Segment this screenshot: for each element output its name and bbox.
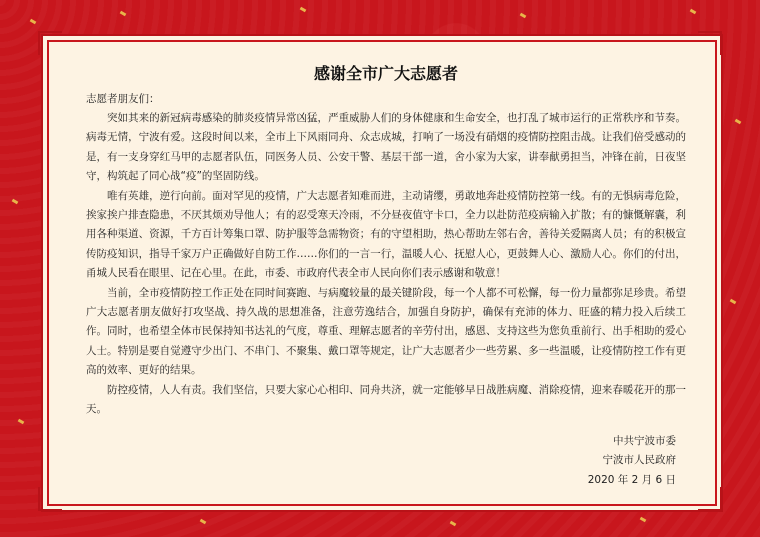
signature-org-government: 宁波市人民政府 (602, 454, 676, 467)
letter-title: 感谢全市广大志愿者 (313, 64, 458, 83)
letter-signature (588, 432, 676, 490)
frame-corner-ornament (38, 31, 62, 55)
letter-body (86, 62, 686, 420)
frame-corner-ornament (698, 31, 722, 55)
letter-paragraph: 防控疫情，人人有责。我们坚信，只要大家心心相印、同舟共济，就一定能够早日战胜病魔、消除疫情，迎来春暖花开的那一天。 (86, 383, 686, 416)
frame-corner-ornament (698, 487, 722, 511)
letter-greeting: 志愿者朋友们： (86, 93, 160, 105)
letter-paragraph: 唯有英雄，逆行向前。面对罕见的疫情，广大志愿者知难而进，主动请缨，勇敢地奔赴疫情防控第一线。有的无惧病毒危险，挨家挨户排查隐患，不厌其烦劝导他人；有的忍受寒天冷雨，不分昼夜值守卡口，全力以赴防范疫病输入扩散；有的慷慨解囊，利用各种渠道、资源，千方百计筹集口罩、防护服等急需物资；有的守望相助，热心帮助左邻右舍，善待关爱隔离人员；有的积极宣传防疫知识，指导千家万户正确做好自防工作……你们的一言一行，温暖人心、抚慰人心，更鼓舞人心、激励人心。你们的付出，甬城人民看在眼里、记在心里。在此，市委、市政府代表全市人民向你们表示感谢和敬意！ (86, 189, 686, 280)
signature-org-party: 中共宁波市委 (613, 435, 676, 447)
letter-paragraph: 当前，全市疫情防控工作正处在同时间赛跑、与病魔较量的最关键阶段，每一个人都不可松懈，每一份力量都弥足珍贵。希望广大志愿者朋友做好打攻坚战、持久战的思想准备，注意劳逸结合，加强自身防护，确保有充沛的体力、旺盛的精力投入后续工作。同时，也希望全体市民保持知书达礼的气度，尊重、理解志愿者的辛劳付出，感恩、支持这些为您负重前行、出手相助的爱心人士。特别是要自觉遵守少出门、不串门、不聚集、戴口罩等规定，让广大志愿者少一些劳累、多一些温暖，让疫情防控工作有更高的效率、更好的结果。 (86, 286, 686, 377)
letter-paragraph: 突如其来的新冠病毒感染的肺炎疫情异常凶猛，严重威胁人们的身体健康和生命安全，也打乱了城市运行的正常秩序和节奏。病毒无情，宁波有爱。这段时间以来，全市上下风雨同舟、众志成城，打响了一场没有硝烟的疫情防控阻击战。让我们倍受感动的是，有一支身穿红马甲的志愿者队伍，同医务人员、公安干警、基层干部一道，舍小家为大家，讲奉献勇担当，冲锋在前，日夜坚守，构筑起了同心战“疫”的坚固防线。 (86, 112, 686, 183)
frame-corner-ornament (38, 487, 62, 511)
signature-date: 2020 年 2 月 6 日 (587, 473, 676, 486)
